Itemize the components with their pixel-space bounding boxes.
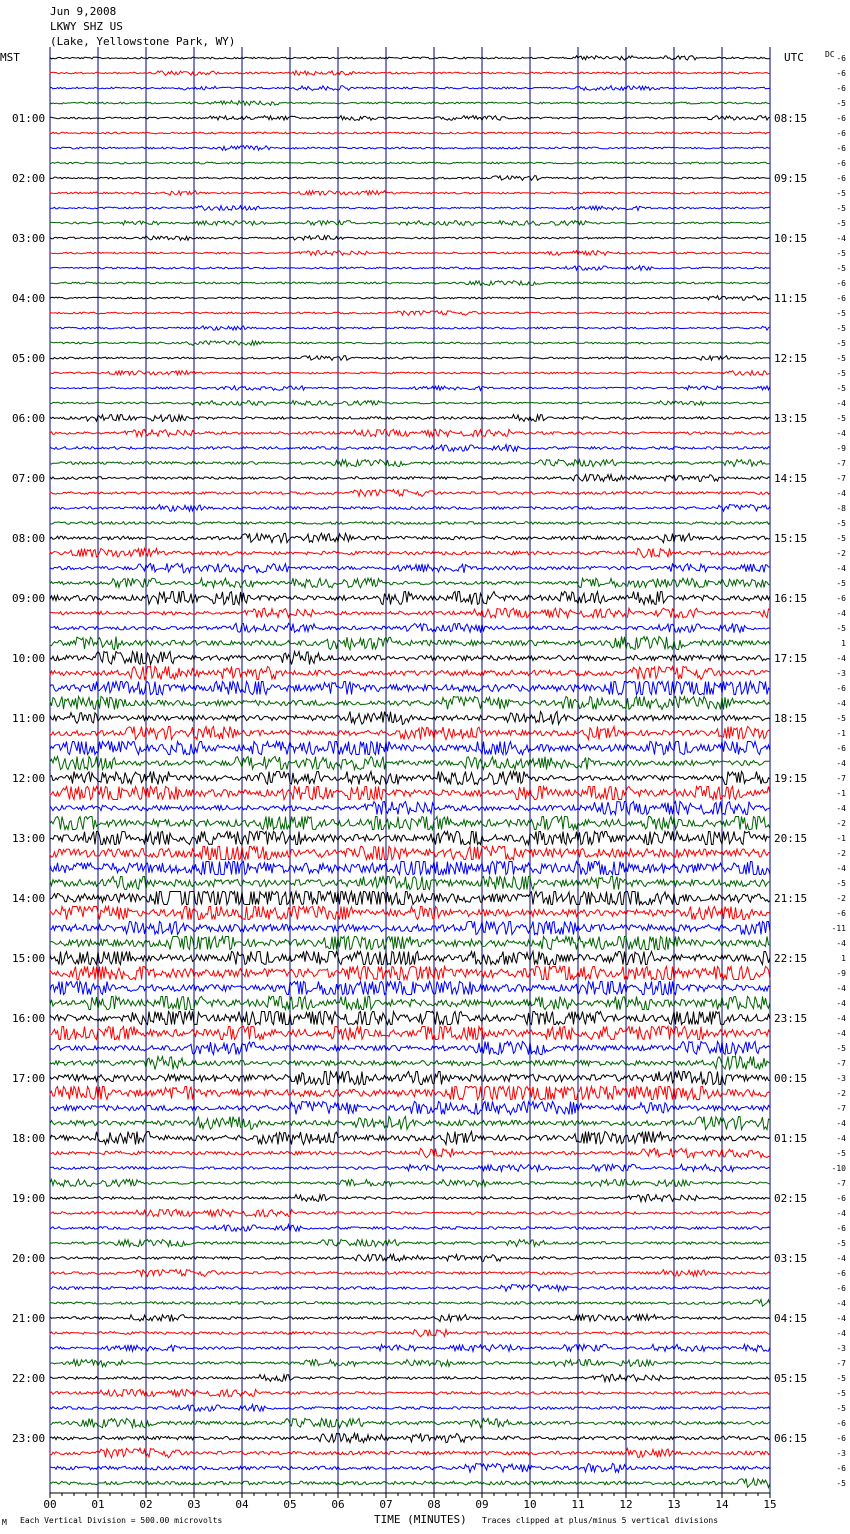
utc-hour-label: 03:15: [774, 1252, 808, 1265]
trace-row-75: [50, 1179, 770, 1186]
mst-hour-label: 01:00: [12, 112, 46, 125]
x-tick-label: 00: [43, 1498, 57, 1511]
utc-hour-label: 21:15: [774, 892, 808, 905]
dc-offset-label: -4: [836, 234, 846, 243]
dc-offset-label: -4: [836, 759, 846, 768]
utc-hour-labels: [774, 112, 807, 1445]
trace-row-62: [50, 982, 770, 995]
trace-row-41: [50, 667, 770, 680]
utc-hour-label: 10:15: [774, 232, 808, 245]
utc-hour-label: 20:15: [774, 832, 808, 845]
mst-hour-label: 14:00: [12, 892, 46, 905]
trace-row-6: [50, 146, 770, 151]
mst-hour-label: 16:00: [12, 1012, 46, 1025]
dc-offset-label: -4: [836, 609, 846, 618]
mst-hour-label: 10:00: [12, 652, 46, 665]
dc-offset-label: -3: [836, 669, 846, 678]
dc-offset-label: -5: [836, 384, 846, 393]
minute-gridlines: [50, 47, 770, 1493]
trace-row-26: [50, 445, 770, 452]
x-tick-label: 02: [139, 1498, 153, 1511]
dc-offset-label: -6: [836, 1284, 846, 1293]
utc-hour-label: 13:15: [774, 412, 808, 425]
trace-row-38: [50, 623, 770, 632]
utc-hour-label: 23:15: [774, 1012, 808, 1025]
dc-offset-label: -4: [836, 1329, 846, 1338]
dc-offset-label: -4: [836, 489, 846, 498]
trace-row-19: [50, 341, 770, 346]
dc-offset-label: -6: [836, 279, 846, 288]
mst-hour-label: 15:00: [12, 952, 46, 965]
trace-row-8: [50, 176, 770, 181]
dc-offset-label: -6: [836, 1464, 846, 1473]
dc-offset-label: -2: [836, 894, 846, 903]
trace-row-54: [50, 862, 770, 875]
mst-hour-label: 23:00: [12, 1432, 46, 1445]
trace-row-20: [50, 356, 770, 361]
dc-offset-label: -5: [836, 1479, 846, 1488]
dc-offset-label: -5: [836, 204, 846, 213]
dc-offset-label: -5: [836, 414, 846, 423]
dc-offset-label: -11: [831, 924, 846, 933]
utc-hour-label: 15:15: [774, 532, 808, 545]
dc-offset-label: -2: [836, 819, 846, 828]
mst-hour-label: 20:00: [12, 1252, 46, 1265]
trace-row-76: [50, 1194, 770, 1201]
dc-offset-label: -4: [836, 864, 846, 873]
trace-row-58: [50, 922, 770, 935]
trace-row-80: [50, 1255, 770, 1262]
mst-hour-label: 02:00: [12, 172, 46, 185]
trace-row-82: [50, 1285, 770, 1292]
mst-hour-label: 12:00: [12, 772, 46, 785]
trace-row-27: [50, 460, 770, 467]
dc-offset-label: -5: [836, 324, 846, 333]
trace-row-70: [50, 1102, 770, 1115]
dc-offset-label: -6: [836, 129, 846, 138]
dc-offset-label: -5: [836, 1389, 846, 1398]
left-timezone-label: MST: [0, 51, 20, 64]
trace-row-12: [50, 236, 770, 241]
trace-row-88: [50, 1374, 770, 1381]
mst-hour-label: 07:00: [12, 472, 46, 485]
dc-offset-label: 1: [841, 954, 846, 963]
dc-offset-label: -4: [836, 1314, 846, 1323]
trace-row-35: [50, 578, 770, 588]
trace-row-36: [50, 592, 770, 605]
trace-row-56: [50, 892, 770, 905]
utc-hour-label: 06:15: [774, 1432, 808, 1445]
dc-offset-label: -6: [836, 1194, 846, 1203]
trace-row-84: [50, 1315, 770, 1322]
dc-offset-label: -4: [836, 804, 846, 813]
footer-mark: M: [2, 1518, 7, 1527]
mst-hour-label: 09:00: [12, 592, 46, 605]
utc-hour-label: 02:15: [774, 1192, 808, 1205]
trace-row-29: [50, 489, 770, 496]
trace-row-5: [50, 132, 770, 134]
trace-row-95: [50, 1479, 770, 1488]
dc-offset-label: -4: [836, 429, 846, 438]
trace-row-18: [50, 326, 770, 330]
trace-row-44: [50, 712, 770, 725]
dc-offset-label: -5: [836, 624, 846, 633]
mst-hour-label: 04:00: [12, 292, 46, 305]
mst-hour-label: 18:00: [12, 1132, 46, 1145]
dc-offset-label: -8: [836, 504, 846, 513]
x-tick-label: 03: [187, 1498, 201, 1511]
dc-offset-label: -4: [836, 999, 846, 1008]
trace-row-13: [50, 251, 770, 256]
trace-row-73: [50, 1148, 770, 1157]
trace-row-10: [50, 206, 770, 211]
dc-offset-label: -10: [831, 1164, 846, 1173]
x-tick-label: 10: [523, 1498, 537, 1511]
trace-row-14: [50, 266, 770, 271]
dc-offset-label: -5: [836, 579, 846, 588]
trace-row-91: [50, 1418, 770, 1428]
x-tick-label: 04: [235, 1498, 249, 1511]
mst-hour-label: 05:00: [12, 352, 46, 365]
mst-hour-label: 22:00: [12, 1372, 46, 1385]
dc-offset-labels: [832, 54, 847, 1488]
trace-row-93: [50, 1448, 770, 1458]
trace-row-85: [50, 1330, 770, 1337]
dc-offset-label: -6: [836, 69, 846, 78]
dc-offset-label: -2: [836, 1089, 846, 1098]
dc-offset-label: -4: [836, 1014, 846, 1023]
dc-offset-label: -6: [836, 294, 846, 303]
dc-offset-label: -4: [836, 1119, 846, 1128]
trace-row-2: [50, 86, 770, 91]
dc-offset-label: -6: [836, 174, 846, 183]
trace-row-34: [50, 563, 770, 573]
dc-offset-label: -6: [836, 1419, 846, 1428]
clip-note: Traces clipped at plus/minus 5 vertical divisions: [482, 1516, 719, 1525]
dc-offset-label: -4: [836, 1254, 846, 1263]
dc-offset-label: -5: [836, 879, 846, 888]
trace-row-71: [50, 1117, 770, 1130]
dc-offset-label: -5: [836, 519, 846, 528]
trace-row-63: [50, 997, 770, 1010]
trace-row-79: [50, 1240, 770, 1247]
mst-hour-label: 13:00: [12, 832, 46, 845]
x-tick-label: 09: [475, 1498, 489, 1511]
dc-offset-label: -4: [836, 399, 846, 408]
dc-offset-label: -6: [836, 84, 846, 93]
trace-row-28: [50, 475, 770, 482]
utc-hour-label: 00:15: [774, 1072, 808, 1085]
dc-offset-label: -6: [836, 114, 846, 123]
utc-hour-label: 14:15: [774, 472, 808, 485]
dc-offset-label: -5: [836, 99, 846, 108]
trace-row-9: [50, 191, 770, 196]
trace-row-11: [50, 221, 770, 226]
trace-row-1: [50, 71, 770, 76]
utc-hour-label: 16:15: [774, 592, 808, 605]
trace-row-31: [50, 522, 770, 525]
dc-offset-label: -4: [836, 1209, 846, 1218]
trace-row-4: [50, 116, 770, 121]
dc-offset-label: -1: [836, 789, 846, 798]
utc-hour-label: 22:15: [774, 952, 808, 965]
trace-row-48: [50, 772, 770, 785]
dc-offset-label: -7: [836, 1179, 846, 1188]
utc-hour-label: 05:15: [774, 1372, 808, 1385]
trace-row-57: [50, 907, 770, 920]
trace-row-30: [50, 505, 770, 512]
x-tick-label: 01: [91, 1498, 105, 1511]
dc-offset-label: -3: [836, 1449, 846, 1458]
trace-row-74: [50, 1164, 770, 1171]
trace-row-32: [50, 533, 770, 543]
trace-row-86: [50, 1344, 770, 1351]
dc-offset-label: -6: [836, 144, 846, 153]
dc-offset-label: -6: [836, 1434, 846, 1443]
trace-row-92: [50, 1433, 770, 1442]
mst-hour-label: 06:00: [12, 412, 46, 425]
dc-label: DC: [825, 50, 835, 59]
dc-offset-label: -4: [836, 984, 846, 993]
dc-offset-label: -5: [836, 1404, 846, 1413]
station-name: LKWY SHZ US: [50, 20, 123, 33]
x-tick-label: 08: [427, 1498, 441, 1511]
dc-offset-label: -6: [836, 744, 846, 753]
trace-row-53: [50, 847, 770, 860]
trace-row-37: [50, 608, 770, 618]
x-tick-label: 13: [667, 1498, 681, 1511]
utc-hour-label: 12:15: [774, 352, 808, 365]
chart-date: Jun 9,2008: [50, 5, 117, 18]
trace-row-72: [50, 1132, 770, 1145]
trace-row-68: [50, 1072, 770, 1085]
dc-offset-label: -2: [836, 849, 846, 858]
x-tick-label: 15: [763, 1498, 777, 1511]
trace-row-25: [50, 429, 770, 436]
trace-row-67: [50, 1057, 770, 1070]
mst-hour-label: 17:00: [12, 1072, 46, 1085]
trace-row-50: [50, 802, 770, 815]
utc-hour-label: 18:15: [774, 712, 808, 725]
dc-offset-label: -7: [836, 774, 846, 783]
dc-offset-label: 1: [841, 639, 846, 648]
mst-hour-label: 11:00: [12, 712, 46, 725]
dc-offset-label: -5: [836, 534, 846, 543]
dc-offset-label: -7: [836, 474, 846, 483]
dc-offset-label: -1: [836, 834, 846, 843]
trace-row-33: [50, 548, 770, 558]
dc-offset-label: -5: [836, 354, 846, 363]
dc-offset-label: -5: [836, 369, 846, 378]
dc-offset-label: -9: [836, 969, 846, 978]
trace-row-21: [50, 371, 770, 376]
dc-offset-label: -6: [836, 1269, 846, 1278]
trace-row-39: [50, 637, 770, 650]
dc-offset-label: -4: [836, 939, 846, 948]
trace-row-65: [50, 1027, 770, 1040]
dc-offset-label: -9: [836, 444, 846, 453]
dc-offset-label: -3: [836, 1344, 846, 1353]
trace-row-61: [50, 967, 770, 980]
trace-row-59: [50, 937, 770, 950]
trace-row-45: [50, 727, 770, 740]
dc-offset-label: -4: [836, 564, 846, 573]
trace-row-87: [50, 1359, 770, 1366]
trace-row-22: [50, 386, 770, 391]
dc-offset-label: -4: [836, 1299, 846, 1308]
x-tick-label: 14: [715, 1498, 729, 1511]
mst-hour-label: 03:00: [12, 232, 46, 245]
x-axis-title: TIME (MINUTES): [374, 1513, 467, 1526]
trace-row-0: [50, 56, 770, 60]
mst-hour-label: 08:00: [12, 532, 46, 545]
dc-offset-label: -5: [836, 249, 846, 258]
dc-offset-label: -2: [836, 549, 846, 558]
trace-row-78: [50, 1225, 770, 1232]
dc-offset-label: -4: [836, 1029, 846, 1038]
trace-row-81: [50, 1269, 770, 1276]
x-tick-label: 05: [283, 1498, 297, 1511]
trace-row-17: [50, 311, 770, 316]
utc-hour-label: 09:15: [774, 172, 808, 185]
x-tick-label: 06: [331, 1498, 345, 1511]
station-location: (Lake, Yellowstone Park, WY): [50, 35, 236, 48]
dc-offset-label: -5: [836, 1149, 846, 1158]
dc-offset-label: -6: [836, 54, 846, 63]
dc-offset-label: -5: [836, 189, 846, 198]
utc-hour-label: 11:15: [774, 292, 808, 305]
dc-offset-label: -5: [836, 714, 846, 723]
dc-offset-label: -3: [836, 1074, 846, 1083]
trace-row-77: [50, 1209, 770, 1216]
trace-row-43: [50, 697, 770, 710]
dc-offset-label: -6: [836, 594, 846, 603]
dc-offset-label: -6: [836, 684, 846, 693]
trace-row-23: [50, 401, 770, 406]
utc-hour-label: 08:15: [774, 112, 808, 125]
dc-offset-label: -7: [836, 1359, 846, 1368]
dc-offset-label: -6: [836, 1224, 846, 1233]
trace-row-16: [50, 296, 770, 301]
trace-row-94: [50, 1463, 770, 1472]
mst-hour-label: 21:00: [12, 1312, 46, 1325]
trace-row-7: [50, 162, 770, 164]
right-timezone-label: UTC: [784, 51, 804, 64]
dc-offset-label: -4: [836, 654, 846, 663]
trace-row-66: [50, 1042, 770, 1055]
dc-offset-label: -4: [836, 699, 846, 708]
x-tick-label: 07: [379, 1498, 393, 1511]
dc-offset-label: -7: [836, 459, 846, 468]
utc-hour-label: 19:15: [774, 772, 808, 785]
trace-row-3: [50, 101, 770, 106]
dc-offset-label: -4: [836, 1134, 846, 1143]
trace-row-52: [50, 832, 770, 845]
dc-offset-label: -1: [836, 729, 846, 738]
dc-offset-label: -5: [836, 1239, 846, 1248]
trace-row-47: [50, 757, 770, 770]
trace-row-42: [50, 682, 770, 695]
dc-offset-label: -7: [836, 1104, 846, 1113]
dc-offset-label: -7: [836, 1059, 846, 1068]
x-tick-label: 12: [619, 1498, 633, 1511]
dc-offset-label: -5: [836, 1374, 846, 1383]
dc-offset-label: -5: [836, 339, 846, 348]
trace-row-60: [50, 952, 770, 965]
trace-row-90: [50, 1405, 770, 1412]
trace-row-55: [50, 877, 770, 890]
x-tick-label: 11: [571, 1498, 585, 1511]
dc-offset-label: -6: [836, 159, 846, 168]
seismic-traces: [50, 56, 770, 1488]
trace-row-49: [50, 787, 770, 800]
utc-hour-label: 04:15: [774, 1312, 808, 1325]
trace-row-64: [50, 1012, 770, 1025]
trace-row-46: [50, 742, 770, 755]
utc-hour-label: 17:15: [774, 652, 808, 665]
dc-offset-label: -5: [836, 309, 846, 318]
trace-row-40: [50, 652, 770, 665]
scale-note: Each Vertical Division = 500.00 microvolts: [20, 1516, 223, 1525]
trace-row-51: [50, 817, 770, 830]
mst-hour-labels: [12, 112, 45, 1445]
dc-offset-label: -5: [836, 1044, 846, 1053]
dc-offset-label: -5: [836, 219, 846, 228]
trace-row-69: [50, 1087, 770, 1100]
x-axis: [43, 1493, 776, 1511]
trace-row-89: [50, 1389, 770, 1396]
dc-offset-label: -5: [836, 264, 846, 273]
trace-row-24: [50, 414, 770, 421]
trace-row-83: [50, 1300, 770, 1307]
dc-offset-label: -6: [836, 909, 846, 918]
trace-row-15: [50, 281, 770, 286]
utc-hour-label: 01:15: [774, 1132, 808, 1145]
mst-hour-label: 19:00: [12, 1192, 46, 1205]
